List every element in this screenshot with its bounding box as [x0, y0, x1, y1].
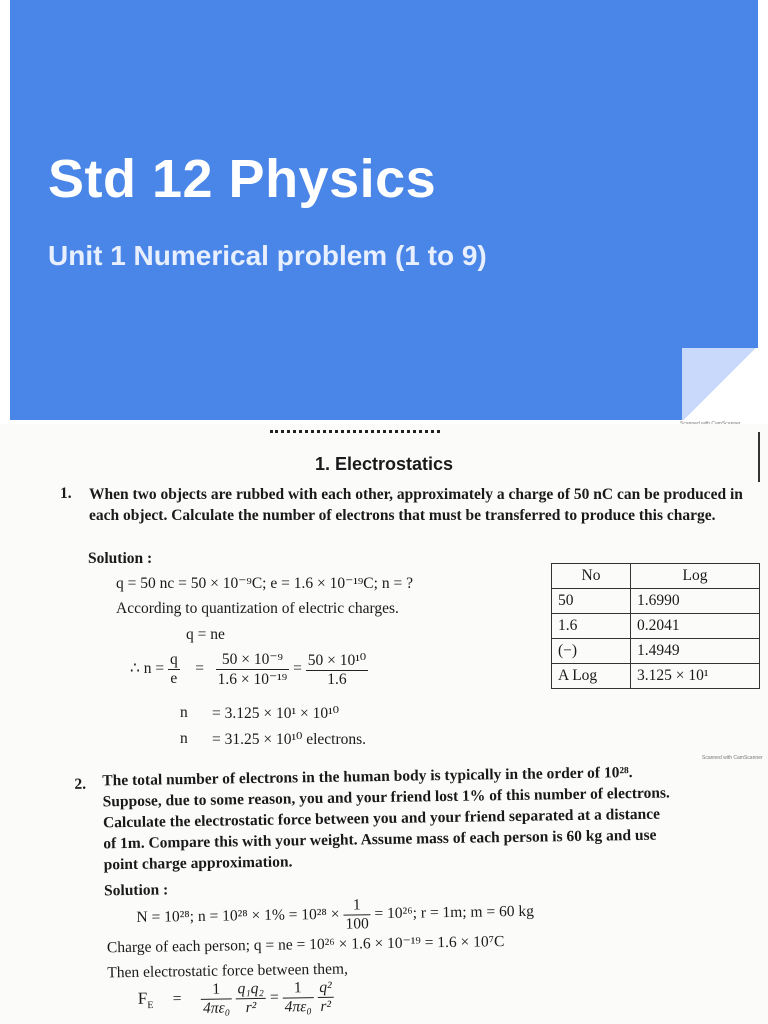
frac-den: 1.6: [327, 670, 347, 688]
frac-num: 50 × 10⁻⁹: [216, 650, 290, 670]
section-title: 1. Electrostatics: [314, 454, 454, 474]
frac-den: e: [170, 670, 178, 687]
q2-given-a: N = 10²⁸; n = 10²⁸ × 1% = 10²⁸ ×: [136, 905, 340, 926]
q2-line-2: Suppose, due to some reason, you and your friend lost 1% of this number of electrons.: [102, 784, 670, 811]
fraction-1-over-4pi-eps-2: [282, 979, 314, 1016]
frac-num: 50 × 10¹⁰: [307, 651, 367, 669]
equals-sign: =: [195, 660, 204, 678]
q2-given: [136, 894, 534, 937]
fraction-q1q2-over-r2: [235, 980, 266, 1017]
page-fold-corner: [682, 348, 758, 420]
table-row: [552, 614, 760, 639]
log-table-header: [552, 564, 760, 589]
table-cell: 3.125 × 10¹: [631, 664, 760, 689]
frac-num: 1: [343, 896, 371, 915]
frac-num: q₁q₂: [235, 980, 266, 999]
equals-sign: =: [293, 660, 302, 678]
equals-sign: =: [172, 990, 182, 1008]
q2-line-3: Calculate the electrostatic force between you and your friend separated at a distance: [102, 805, 661, 832]
frac-den: r²: [320, 997, 332, 1015]
clipped-heading-remnant: [270, 430, 440, 437]
q2-block: [0, 748, 768, 1024]
q1-solution-label: Solution :: [88, 550, 153, 567]
frac-num: 1: [282, 979, 313, 998]
table-cell: 50: [552, 589, 631, 614]
frac-den: 4πε₀: [202, 999, 231, 1017]
fraction-1-over-100: [343, 896, 371, 933]
cover-title: Std 12 Physics: [48, 149, 437, 209]
frac-den: 1.6 × 10⁻¹⁹: [217, 671, 288, 688]
fraction-50e10-over-1.6: [306, 651, 368, 689]
equals-sign: =: [269, 988, 279, 1006]
table-cell: 1.6990: [631, 589, 760, 614]
table-cell: 1.6: [552, 614, 631, 639]
log-table-header-cell: Log: [631, 564, 760, 589]
fraction-1-over-4pi-eps: [201, 980, 233, 1017]
fraction-q-over-e: [168, 651, 180, 688]
q2-given-b: = 10²⁶; r = 1m; m = 60 kg: [374, 902, 535, 923]
cover-slide: [10, 0, 758, 420]
q2-then: Then electrostatic force between them,: [107, 960, 349, 982]
q2-solution-label: Solution :: [103, 881, 169, 900]
table-row: [552, 664, 760, 689]
q1-result-1: = 3.125 × 10¹ × 10¹⁰: [212, 705, 339, 722]
q1-n-label-1: n: [180, 704, 188, 721]
q1-result-2: = 31.25 × 10¹⁰ electrons.: [212, 731, 367, 748]
log-table: [551, 563, 760, 689]
fraction-50e-9-over-1.6e-19: [216, 650, 290, 689]
fe-symbol: [137, 988, 154, 1012]
q1-given: q = 50 nc = 50 × 10⁻⁹C; e = 1.6 × 10⁻¹⁹C; n = ?: [116, 575, 413, 592]
q1-according: According to quantization of electric charges.: [116, 600, 399, 617]
table-cell: (−): [552, 639, 631, 664]
q2-charge: Charge of each person; q = ne = 10²⁶ × 1.6 × 10⁻¹⁹ = 1.6 × 10⁷C: [106, 933, 505, 957]
frac-num: 1: [201, 980, 232, 999]
q1-text: When two objects are rubbed with each other, approximately a charge of 50 nC can be produced in each object. Calculate the number of electrons that must be transferred to produce this charge.: [89, 486, 743, 524]
frac-num: q: [169, 651, 178, 668]
watermark-mid: Scanned with CamScanner: [702, 755, 763, 761]
table-cell: A Log: [552, 664, 631, 689]
q2-force-equation: [138, 979, 335, 1019]
fraction-q2-over-r2: [317, 979, 334, 1016]
frac-den: 4πε₀: [284, 998, 312, 1016]
table-cell: 0.2041: [631, 614, 760, 639]
table-row: [552, 639, 760, 664]
log-table-header-cell: No: [552, 564, 631, 589]
q1-number: 1.: [60, 485, 72, 502]
scanned-page: [0, 424, 768, 1024]
table-row: [552, 589, 760, 614]
q2-line-1: The total number of electrons in the human body is typically in the order of 10²⁸.: [102, 764, 633, 790]
q2-line-5: point charge approximation.: [103, 853, 293, 874]
q1-therefore-n: [130, 650, 368, 689]
therefore-label: ∴ n =: [130, 660, 165, 678]
fe-label: F: [137, 988, 148, 1008]
q2-line-4: of 1m. Compare this with your weight. Assume mass of each person is 60 kg and use: [103, 826, 657, 853]
fe-subscript: E: [147, 1000, 154, 1012]
table-cell: 1.4949: [631, 639, 760, 664]
frac-den: r²: [245, 999, 257, 1017]
q1-n-label-2: n: [180, 730, 188, 747]
q2-number: 2.: [74, 775, 87, 793]
frac-den: 100: [345, 915, 369, 933]
cover-subtitle: Unit 1 Numerical problem (1 to 9): [48, 240, 487, 271]
q1-equation-q-ne: q = ne: [186, 626, 225, 643]
frac-num: q²: [317, 979, 334, 998]
